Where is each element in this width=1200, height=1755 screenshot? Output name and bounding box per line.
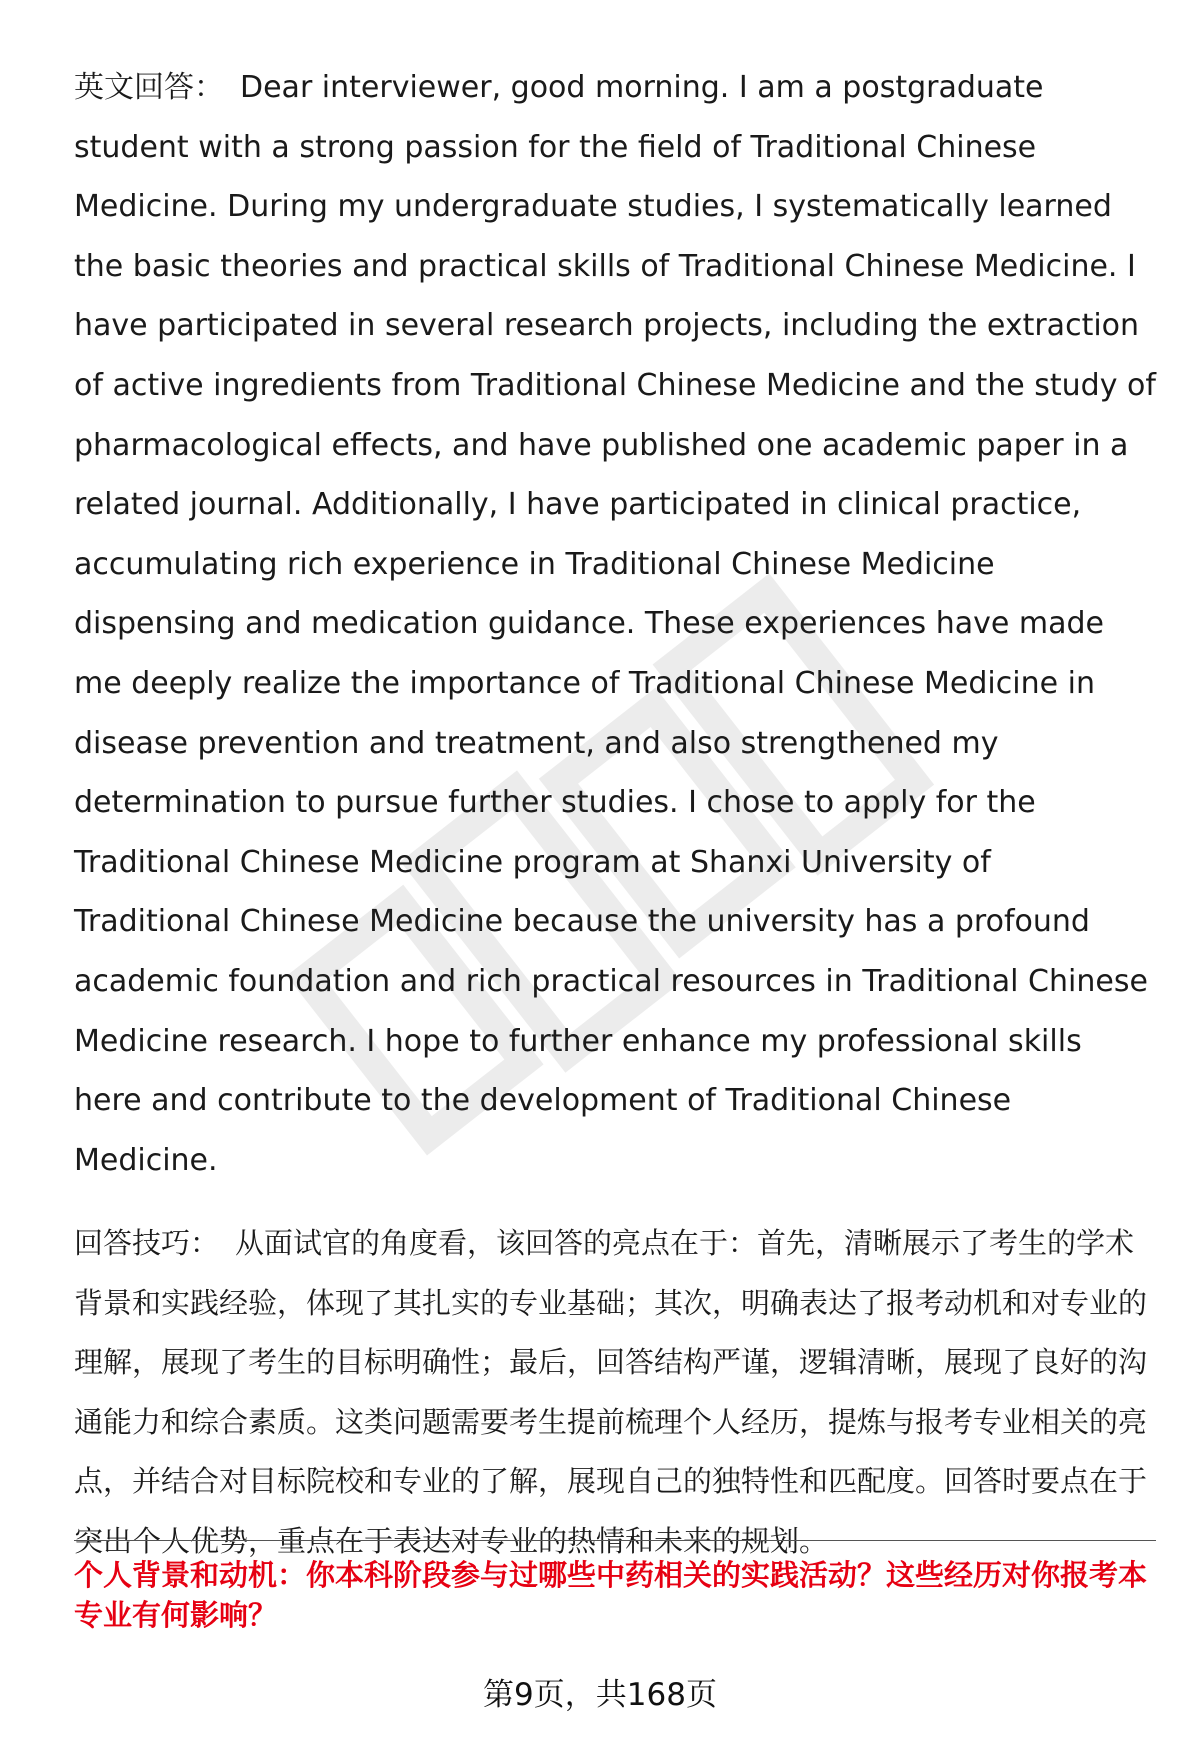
answer-tips-paragraph bbox=[74, 1214, 1156, 1571]
english-answer-text: Dear interviewer, good morning. I am a postgraduate student with a strong passion for the field of Traditional Chinese Medicine. During my undergraduate studies, I systematically learned the basic theories and practical skills of Traditional Chinese Medicine. I have participated in several research projects, including the extraction of active ingredients from Traditional Chinese Medicine and the study of pharmacological effects, and have published one academic paper in a related journal. Additionally, I have participated in clinical practice, accumulating rich experience in Traditional Chinese Medicine dispensing and medication guidance. These experiences have made me deeply realize the importance of Traditional Chinese Medicine in disease prevention and treatment, and also strengthened my determination to pursue further studies. I chose to apply for the Traditional Chinese Medicine program at Shanxi University of Traditional Chinese Medicine because the university has a profound academic foundation and rich practical resources in Traditional Chinese Medicine research. I hope to further enhance my professional skills here and contribute to the development of Traditional Chinese Medicine. bbox=[74, 70, 1156, 1178]
english-answer-paragraph bbox=[74, 58, 1156, 1190]
next-question-heading: 个人背景和动机：你本科阶段参与过哪些中药相关的实践活动？这些经历对你报考本专业有何影响？ bbox=[74, 1558, 1148, 1632]
page-footer: 第9页，共168页 bbox=[483, 1677, 717, 1713]
section-divider bbox=[74, 1540, 1156, 1541]
main-content bbox=[74, 58, 1156, 1571]
answer-tips-text: 从面试官的角度看，该回答的亮点在于：首先，清晰展示了考生的学术背景和实践经验，体现了其扎实的专业基础；其次，明确表达了报考动机和对专业的理解，展现了考生的目标明确性；最后，回答结构严谨，逻辑清晰，展现了良好的沟通能力和综合素质。这类问题需要考生提前梳理个人经历，提炼与报考专业相关的亮点，并结合对目标院校和专业的了解，展现自己的独特性和匹配度。回答时要点在于突出个人优势，重点在于表达对专业的热情和未来的规划。 bbox=[74, 1226, 1148, 1558]
answer-tips-label: 回答技巧： bbox=[74, 1226, 220, 1261]
english-answer-label: 英文回答： bbox=[74, 70, 224, 105]
